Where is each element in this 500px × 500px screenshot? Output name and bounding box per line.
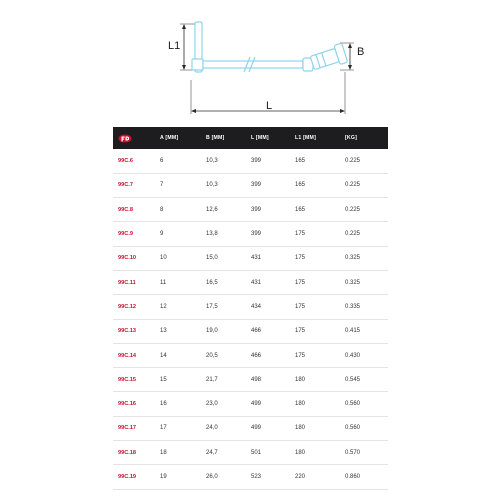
l1-cell: 165 [295, 149, 345, 173]
l1-cell: 165 [295, 198, 345, 222]
header-l1: L1 [MM] [295, 135, 316, 141]
kg-cell: 0.570 [345, 441, 388, 465]
ref-cell[interactable]: 99C.6 [113, 149, 160, 173]
header-b: B [MM] [206, 135, 225, 141]
b-cell: 13,8 [206, 222, 251, 246]
l1-cell: 175 [295, 343, 345, 367]
header-logo [113, 127, 160, 149]
table-row [113, 173, 388, 197]
kg-cell: 0.225 [345, 149, 388, 173]
l-cell: 399 [251, 149, 295, 173]
l-cell: 499 [251, 392, 295, 416]
facom-logo-icon [118, 134, 132, 143]
ref-cell[interactable]: 99C.13 [113, 319, 160, 343]
l1-cell: 175 [295, 270, 345, 294]
l1-cell: 175 [295, 246, 345, 270]
ref-cell[interactable]: 99C.8 [113, 198, 160, 222]
a-cell: 13 [160, 319, 206, 343]
kg-cell: 0.225 [345, 173, 388, 197]
l1-cell: 180 [295, 416, 345, 440]
l-cell: 466 [251, 319, 295, 343]
b-cell: 24,0 [206, 416, 251, 440]
kg-cell: 0.335 [345, 295, 388, 319]
l-cell: 434 [251, 295, 295, 319]
b-cell: 24,7 [206, 441, 251, 465]
ref-cell[interactable]: 99C.7 [113, 173, 160, 197]
l1-cell: 175 [295, 222, 345, 246]
table-row [113, 198, 388, 222]
ref-cell[interactable]: 99C.10 [113, 246, 160, 270]
table-row [113, 343, 388, 367]
ref-cell[interactable]: 99C.16 [113, 392, 160, 416]
table-row [113, 392, 388, 416]
header-l: L [MM] [251, 135, 269, 141]
a-cell: 17 [160, 416, 206, 440]
l-cell: 399 [251, 173, 295, 197]
table-row [113, 149, 388, 173]
ref-cell[interactable]: 99C.11 [113, 270, 160, 294]
l-cell: 399 [251, 222, 295, 246]
spec-table [113, 127, 388, 490]
kg-cell: 0.860 [345, 465, 388, 489]
l1-cell: 180 [295, 441, 345, 465]
spec-table-header [113, 127, 388, 149]
l1-cell: 220 [295, 465, 345, 489]
a-cell: 8 [160, 198, 206, 222]
table-row [113, 416, 388, 440]
l-cell: 501 [251, 441, 295, 465]
b-cell: 20,5 [206, 343, 251, 367]
kg-cell: 0.225 [345, 222, 388, 246]
table-row [113, 246, 388, 270]
a-cell: 16 [160, 392, 206, 416]
a-cell: 7 [160, 173, 206, 197]
l1-cell: 175 [295, 319, 345, 343]
b-cell: 16,5 [206, 270, 251, 294]
table-row [113, 295, 388, 319]
kg-cell: 0.415 [345, 319, 388, 343]
l-cell: 466 [251, 343, 295, 367]
b-cell: 15,0 [206, 246, 251, 270]
wrench-drawing [0, 0, 500, 122]
a-cell: 18 [160, 441, 206, 465]
kg-cell: 0.545 [345, 368, 388, 392]
header-kg: [KG] [345, 135, 358, 141]
table-row [113, 222, 388, 246]
table-row [113, 319, 388, 343]
table-row [113, 368, 388, 392]
kg-cell: 0.325 [345, 246, 388, 270]
ref-cell[interactable]: 99C.18 [113, 441, 160, 465]
a-cell: 11 [160, 270, 206, 294]
l1-cell: 180 [295, 392, 345, 416]
ref-cell[interactable]: 99C.9 [113, 222, 160, 246]
l-cell: 431 [251, 270, 295, 294]
b-cell: 19,0 [206, 319, 251, 343]
spec-table-body [113, 149, 388, 489]
table-row [113, 270, 388, 294]
a-cell: 14 [160, 343, 206, 367]
a-cell: 9 [160, 222, 206, 246]
b-cell: 17,5 [206, 295, 251, 319]
l-cell: 399 [251, 198, 295, 222]
kg-cell: 0.430 [345, 343, 388, 367]
a-cell: 19 [160, 465, 206, 489]
ref-cell[interactable]: 99C.17 [113, 416, 160, 440]
kg-cell: 0.560 [345, 416, 388, 440]
l1-cell: 180 [295, 368, 345, 392]
a-cell: 6 [160, 149, 206, 173]
ref-cell[interactable]: 99C.14 [113, 343, 160, 367]
wrench-diagram [0, 0, 500, 122]
a-cell: 15 [160, 368, 206, 392]
b-cell: 10,3 [206, 149, 251, 173]
header-row [113, 127, 388, 149]
header-a: A [MM] [160, 135, 179, 141]
ref-cell[interactable]: 99C.12 [113, 295, 160, 319]
a-cell: 12 [160, 295, 206, 319]
b-cell: 12,6 [206, 198, 251, 222]
kg-cell: 0.560 [345, 392, 388, 416]
b-cell: 21,7 [206, 368, 251, 392]
table-row [113, 465, 388, 489]
l-cell: 498 [251, 368, 295, 392]
label-b: B [357, 46, 365, 58]
b-cell: 26,0 [206, 465, 251, 489]
wrench-outline [192, 22, 348, 73]
b-cell: 23,0 [206, 392, 251, 416]
ref-cell[interactable]: 99C.15 [113, 368, 160, 392]
l-cell: 431 [251, 246, 295, 270]
b-cell: 10,3 [206, 173, 251, 197]
l-cell: 499 [251, 416, 295, 440]
table-row [113, 441, 388, 465]
label-l: L [266, 100, 273, 112]
ref-cell[interactable]: 99C.19 [113, 465, 160, 489]
kg-cell: 0.225 [345, 198, 388, 222]
label-l1: L1 [168, 40, 181, 52]
l1-cell: 175 [295, 295, 345, 319]
a-cell: 10 [160, 246, 206, 270]
l-cell: 523 [251, 465, 295, 489]
kg-cell: 0.325 [345, 270, 388, 294]
l1-cell: 165 [295, 173, 345, 197]
